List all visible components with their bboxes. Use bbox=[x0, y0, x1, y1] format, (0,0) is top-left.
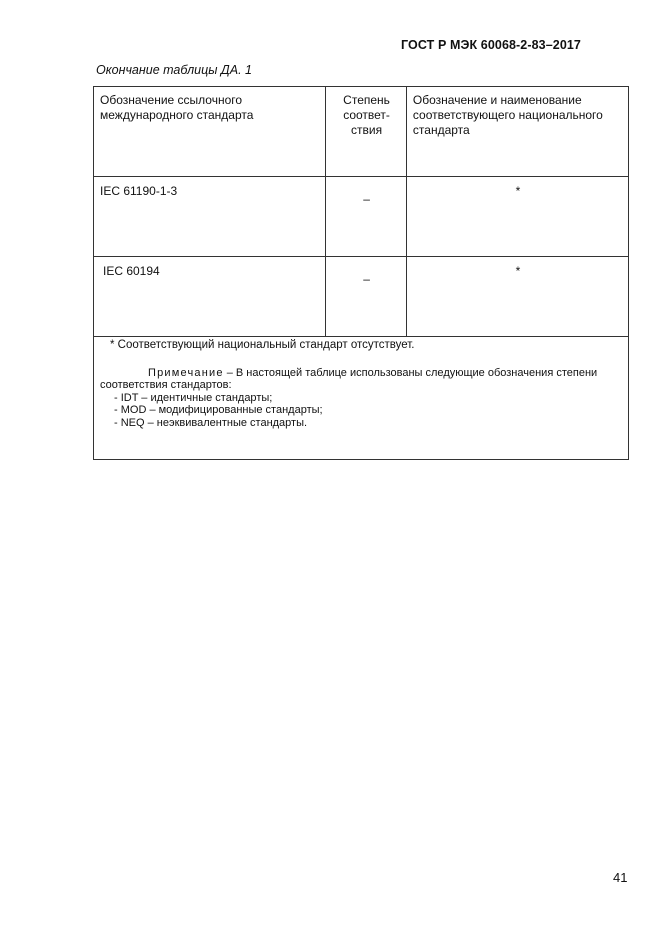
cell-national: * bbox=[406, 257, 628, 337]
table-notes bbox=[94, 337, 629, 460]
cell-degree bbox=[326, 177, 407, 257]
document-header: ГОСТ Р МЭК 60068-2-83–2017 bbox=[401, 38, 581, 52]
cell-national: * bbox=[406, 177, 628, 257]
note-text-line1: – В настоящей таблице использованы следующие обозначения степени bbox=[226, 366, 598, 379]
column-header-national-line2: соответствующего национального bbox=[412, 108, 603, 122]
column-header-reference bbox=[94, 87, 326, 177]
column-header-reference-line1: Обозначение ссылочного bbox=[100, 93, 243, 107]
table-caption: Окончание таблицы ДА. 1 bbox=[96, 63, 252, 77]
column-header-national-line3: стандарта bbox=[412, 123, 470, 137]
column-header-national bbox=[406, 87, 628, 177]
note-list-item-neq: - NEQ – неэквивалентные стандарты. bbox=[114, 416, 308, 429]
table-row bbox=[94, 257, 629, 337]
note-list-item-idt: - IDT – идентичные стандарты; bbox=[114, 391, 273, 404]
table-note-line1 bbox=[100, 367, 622, 380]
degree-value: – bbox=[363, 272, 370, 286]
cell-reference: IEC 60194 bbox=[94, 257, 326, 337]
note-label: Примечание bbox=[148, 366, 224, 379]
column-header-degree-line2: соответ- bbox=[343, 108, 390, 122]
note-list-item-mod: - MOD – модифицированные стандарты; bbox=[114, 404, 323, 416]
column-header-degree bbox=[326, 87, 407, 177]
page-number: 41 bbox=[613, 870, 628, 885]
table-note-row bbox=[94, 337, 629, 460]
degree-value: – bbox=[363, 192, 370, 206]
column-header-reference-line2: международного стандарта bbox=[100, 108, 254, 122]
column-header-degree-line3: ствия bbox=[351, 123, 383, 137]
cell-reference: IEC 61190-1-3 bbox=[94, 177, 326, 257]
column-header-national-line1: Обозначение и наименование bbox=[412, 93, 582, 107]
table-row bbox=[94, 177, 629, 257]
reference-standards-table bbox=[93, 86, 629, 460]
column-header-degree-line1: Степень bbox=[343, 93, 390, 107]
table-footnote: * Соответствующий национальный стандарт отсутствует. bbox=[110, 339, 415, 351]
cell-degree bbox=[326, 257, 407, 337]
table-header-row bbox=[94, 87, 629, 177]
note-text-line2: соответствия стандартов: bbox=[100, 379, 232, 391]
